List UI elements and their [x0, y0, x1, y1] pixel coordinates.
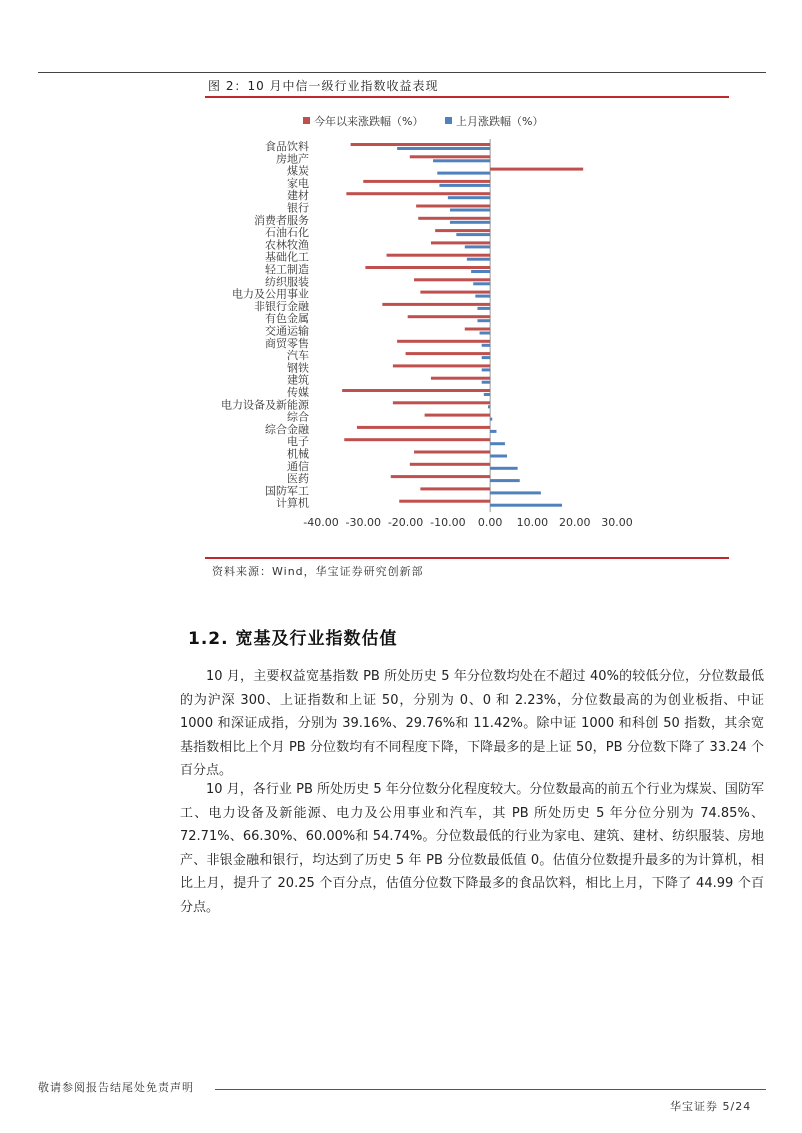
mom-bar — [482, 381, 490, 384]
mom-bar — [482, 368, 490, 371]
ytd-bar — [425, 414, 491, 417]
category-label: 传媒 — [287, 386, 309, 399]
mom-bar — [450, 221, 490, 224]
mom-bar — [482, 356, 490, 359]
x-tick-label: 20.00 — [558, 516, 591, 529]
mom-bar — [477, 307, 490, 310]
category-label: 石油石化 — [265, 226, 309, 240]
category-label: 计算机 — [276, 496, 309, 510]
mom-bar — [490, 479, 520, 482]
ytd-bar — [420, 487, 490, 490]
ytd-bar — [363, 180, 490, 183]
ytd-bar — [420, 291, 490, 294]
x-tick-label: -40.00 — [303, 516, 339, 529]
ytd-bar — [351, 143, 491, 146]
ytd-bar — [393, 401, 490, 404]
ytd-bar — [393, 364, 490, 367]
ytd-bar — [490, 168, 583, 171]
ytd-bar — [410, 155, 490, 158]
legend-swatch-1 — [445, 117, 452, 124]
figure-source: 资料来源：Wind，华宝证券研究创新部 — [212, 565, 424, 578]
section-heading — [188, 624, 398, 649]
mom-bar — [448, 196, 490, 199]
mom-bar — [471, 270, 490, 273]
ytd-bar — [391, 475, 490, 478]
x-tick-label: 10.00 — [516, 516, 549, 529]
ytd-bar — [342, 389, 490, 392]
mom-bar — [490, 418, 492, 421]
x-tick-label: 30.00 — [601, 516, 633, 529]
category-label: 机械 — [287, 447, 309, 461]
figure-caption: 图 2：10 月中信一级行业指数收益表现 — [208, 79, 439, 93]
category-label: 电力设备及新能源 — [221, 398, 309, 412]
category-label: 交通运输 — [265, 324, 309, 338]
category-label: 非银行金融 — [254, 299, 309, 313]
mom-bar — [437, 172, 490, 175]
paragraph-broad-index-valuation: 10 月，主要权益宽基指数 PB 所处历史 5 年分位数均处在不超过 40%的较低分位，分位数最低的为沪深 300、上证指数和上证 50，分别为 0、0 和 2.23%，分位数最高的为创业板指、中证 1000 和深证成指，分别为 39.16%、29.76%和 11.42%。除中证 1000 和科创 50 指数，其余宽基指数相比上个月 PB 分位数均有不同程度下降，下降最多的是上证 50，PB 分位数下降了 33.24 个百分点。 — [180, 669, 764, 778]
mom-bar — [490, 467, 517, 470]
category-label: 房地产 — [276, 152, 309, 166]
category-label: 综合 — [287, 410, 309, 424]
paragraph-industry-valuation: 10 月，各行业 PB 所处历史 5 年分位数分化程度较大。分位数最高的前五个行业为煤炭、国防军工、电力设备及新能源、电力及公用事业和汽车，其 PB 所处历史 5 年分位分别为 74.85%、72.71%、66.30%、60.00%和 54.74%。分位数最低的行业为家电、建筑、建材、纺织服装、房地产、非银金融和银行，均达到了历史 5 年 PB 分位数最低值 0。估值分位数提升最多的为计算机，相比上月，提升了 20.25 个百分点，估值分位数下降最多的食品饮料，相比上月，下降了 44.99 个百分点。 — [180, 782, 764, 915]
category-label: 轻工制造 — [265, 263, 309, 276]
mom-bar — [397, 147, 490, 150]
x-tick-label: 0.00 — [477, 516, 503, 529]
mom-bar — [450, 209, 490, 212]
category-label: 消费者服务 — [254, 213, 309, 227]
category-label: 综合金融 — [265, 422, 309, 436]
category-label: 家电 — [287, 176, 309, 190]
ytd-bar — [365, 266, 490, 269]
legend-label-0: 今年以来涨跌幅（%） — [314, 115, 424, 128]
mom-bar — [490, 442, 505, 445]
ytd-bar — [465, 328, 490, 331]
ytd-bar — [399, 500, 490, 503]
mom-bar — [475, 295, 490, 298]
figure-top-rule — [205, 96, 729, 98]
ytd-bar — [418, 217, 490, 220]
section-number: 1.2. — [188, 629, 229, 649]
category-label: 电力及公用事业 — [232, 287, 309, 301]
category-label: 基础化工 — [265, 250, 309, 264]
mom-bar — [465, 245, 490, 248]
ytd-bar — [357, 426, 490, 429]
category-label: 纺织服装 — [265, 275, 309, 289]
category-label: 建材 — [287, 189, 309, 203]
ytd-bar — [406, 352, 491, 355]
footer-page-number: 华宝证券 5/24 — [670, 1100, 752, 1113]
header-rule — [38, 72, 766, 73]
ytd-bar — [382, 303, 490, 306]
category-label: 银行 — [287, 201, 309, 215]
section-title-text: 宽基及行业指数估值 — [235, 629, 398, 649]
ytd-bar — [416, 205, 490, 208]
category-label: 国防军工 — [265, 484, 309, 498]
ytd-bar — [410, 463, 490, 466]
mom-bar — [490, 491, 541, 494]
category-label: 汽车 — [287, 349, 309, 363]
category-label: 农林牧渔 — [265, 238, 309, 252]
category-label: 电子 — [287, 435, 309, 449]
figure-bottom-rule — [205, 557, 729, 559]
category-label: 建筑 — [287, 373, 309, 387]
x-tick-label: -30.00 — [345, 516, 382, 529]
ytd-bar — [414, 451, 490, 454]
mom-bar — [439, 184, 490, 187]
mom-bar — [433, 159, 490, 162]
ytd-bar — [408, 315, 490, 318]
category-label: 有色金属 — [265, 312, 309, 326]
ytd-bar — [387, 254, 491, 257]
x-tick-label: -10.00 — [430, 516, 466, 529]
mom-bar — [488, 405, 490, 408]
mom-bar — [467, 258, 490, 261]
category-label: 商贸零售 — [265, 336, 309, 350]
category-label: 通信 — [287, 459, 309, 473]
mom-bar — [477, 319, 490, 322]
mom-bar — [482, 344, 490, 347]
x-tick-label: -20.00 — [387, 516, 424, 529]
mom-bar — [473, 282, 490, 285]
industry-return-chart — [205, 100, 729, 540]
footer-disclaimer: 敬请参阅报告结尾处免责声明 — [38, 1081, 194, 1094]
mom-bar — [456, 233, 490, 236]
footer-rule — [215, 1089, 766, 1090]
category-label: 医药 — [287, 472, 309, 486]
category-label: 煤炭 — [287, 164, 309, 178]
mom-bar — [480, 332, 491, 335]
mom-bar — [490, 504, 562, 507]
category-label: 钢铁 — [287, 361, 309, 375]
ytd-bar — [435, 229, 490, 232]
ytd-bar — [431, 377, 490, 380]
ytd-bar — [344, 438, 490, 441]
legend-label-1: 上月涨跌幅（%） — [456, 115, 544, 128]
mom-bar — [484, 393, 490, 396]
category-label: 食品饮料 — [265, 140, 309, 153]
ytd-bar — [431, 241, 490, 244]
ytd-bar — [346, 192, 490, 195]
mom-bar — [490, 430, 496, 433]
legend-swatch-0 — [303, 117, 310, 124]
mom-bar — [490, 455, 507, 458]
ytd-bar — [414, 278, 490, 281]
ytd-bar — [397, 340, 490, 343]
